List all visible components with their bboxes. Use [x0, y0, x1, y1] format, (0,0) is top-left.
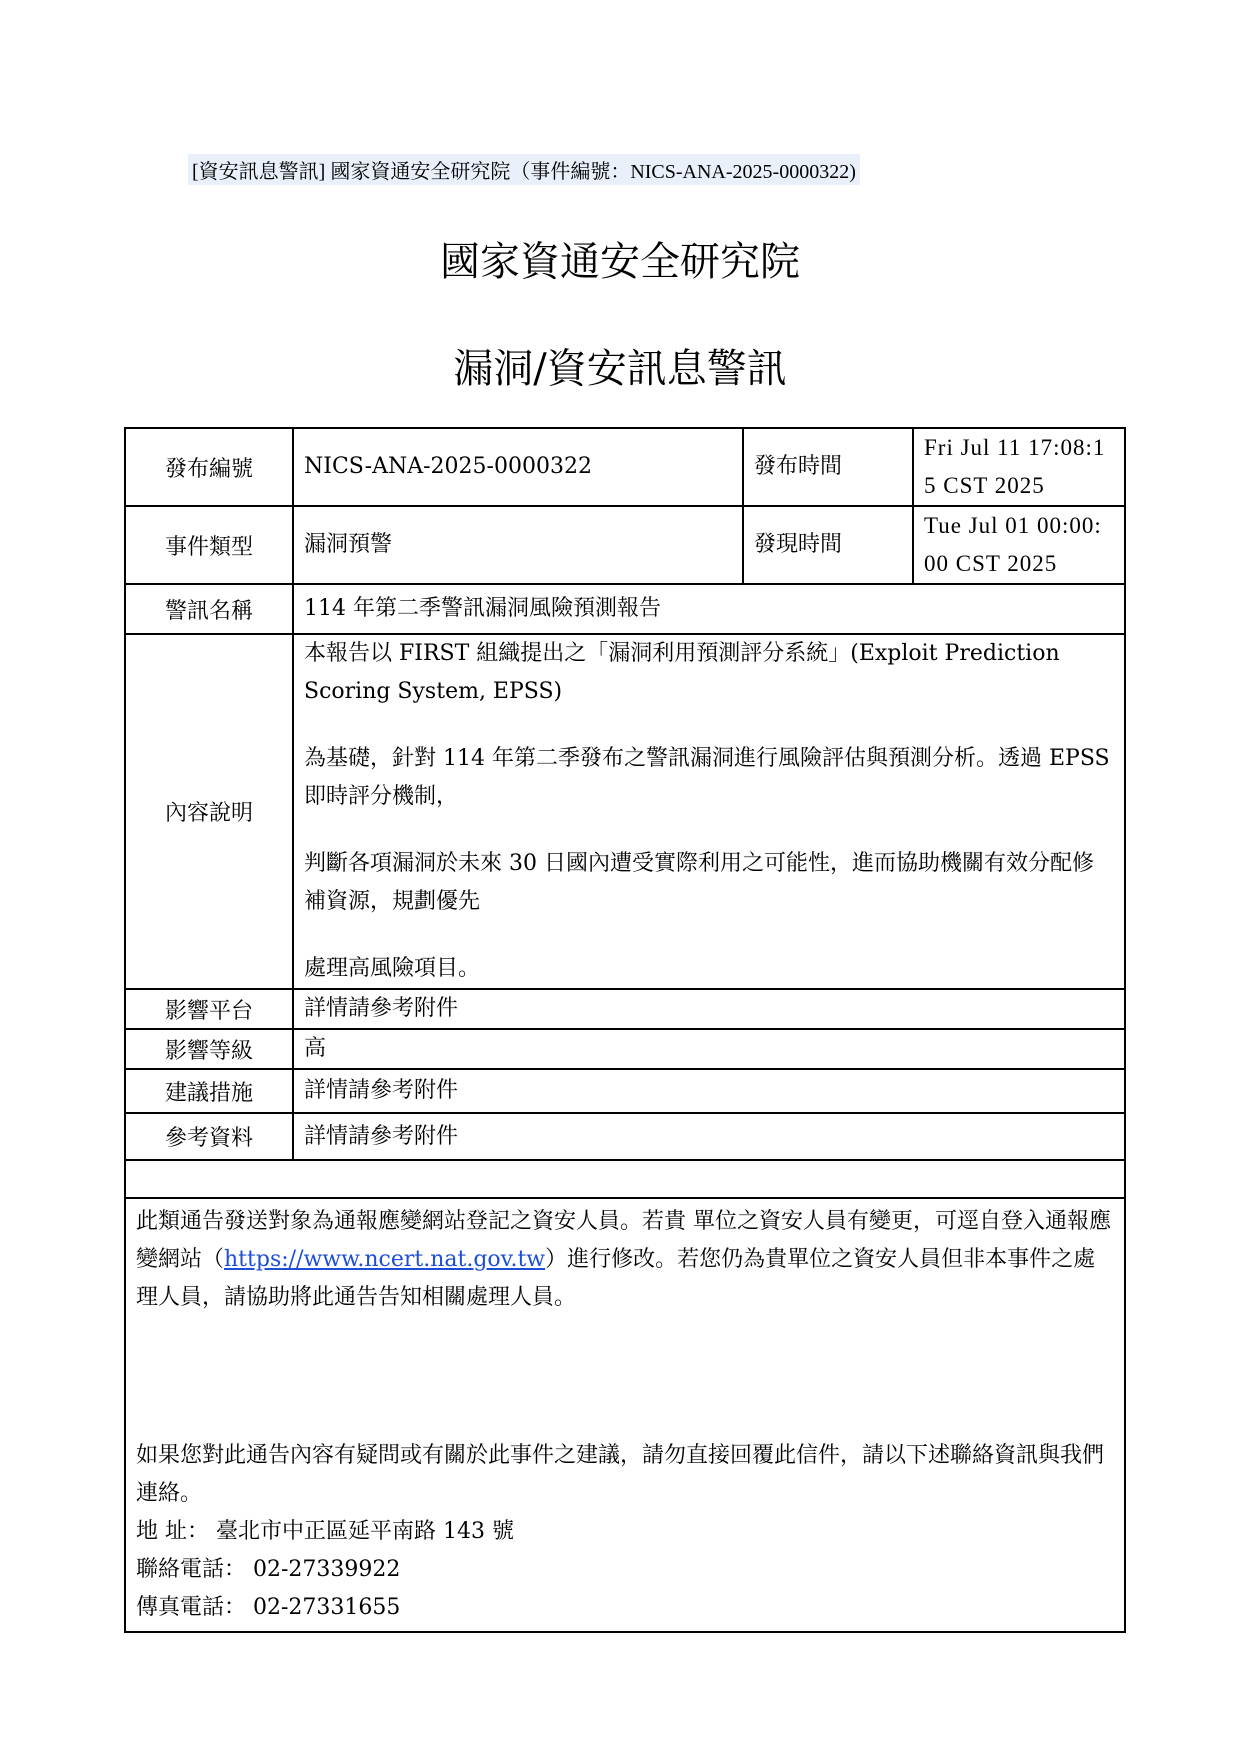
contact-fax: 傳真電話： 02-27331655 — [136, 1595, 401, 1620]
email-subject: [資安訊息警訊] 國家資通安全研究院（事件編號：NICS-ANA-2025-0000322) — [188, 154, 860, 185]
notice-spacer — [136, 1317, 1114, 1437]
row-content — [125, 634, 1125, 989]
organization-title: 國家資通安全研究院 — [440, 239, 800, 285]
row-level — [125, 1029, 1125, 1069]
notice-cell — [125, 1198, 1125, 1632]
contact-phone: 聯絡電話： 02-27339922 — [136, 1557, 401, 1582]
value-level: 高 — [293, 1029, 1125, 1069]
row-measures — [125, 1069, 1125, 1113]
contact-address: 地 址： 臺北市中正區延平南路 143 號 — [136, 1519, 514, 1544]
value-discover-time: Tue Jul 01 00:00:00 CST 2025 — [913, 506, 1125, 584]
content-paragraph-4: 處理高風險項目。 — [304, 956, 481, 981]
row-alert-name — [125, 584, 1125, 634]
value-event-type: 漏洞預警 — [293, 506, 743, 584]
value-measures: 詳情請參考附件 — [293, 1069, 1125, 1113]
notice-text-after-link: ）進行修改。若您仍為貴單位之資安人員但非本事件之處理人員，請協助將此通告告知相關處理人員。 — [136, 1247, 1096, 1310]
content-paragraph-1: 本報告以 FIRST 組織提出之「漏洞利用預測評分系統」(Exploit Prediction Scoring System, EPSS) — [304, 641, 1060, 704]
notice-text-before-link: 此類通告發送對象為通報應變網站登記之資安人員。若貴 單位之資安人員有變更，可逕自登入通報應變網站（ — [136, 1209, 1111, 1272]
content-paragraph-3: 判斷各項漏洞於未來 30 日國內遭受實際利用之可能性，進而協助機關有效分配修補資源，規劃優先 — [304, 851, 1094, 914]
value-publish-time: Fri Jul 11 17:08:15 CST 2025 — [913, 428, 1125, 506]
content-paragraph-2: 為基礎，針對 114 年第二季發布之警訊漏洞進行風險評估與預測分析。透過 EPSS 即時評分機制， — [304, 746, 1110, 809]
row-event-type — [125, 506, 1125, 584]
row-publish-id — [125, 428, 1125, 506]
notice-paragraph-2: 如果您對此通告內容有疑問或有關於此事件之建議，請勿直接回覆此信件，請以下述聯絡資訊與我們連絡。 — [136, 1443, 1105, 1506]
label-event-type: 事件類型 — [125, 506, 293, 584]
value-alert-name: 114 年第二季警訊漏洞風險預測報告 — [293, 584, 1125, 634]
alert-table — [124, 427, 1126, 1633]
value-references: 詳情請參考附件 — [293, 1113, 1125, 1160]
value-content — [293, 634, 1125, 989]
label-level: 影響等級 — [125, 1029, 293, 1069]
label-platform: 影響平台 — [125, 989, 293, 1029]
label-alert-name: 警訊名稱 — [125, 584, 293, 634]
row-empty — [125, 1160, 1125, 1198]
ncert-link[interactable]: https://www.ncert.nat.gov.tw — [224, 1247, 546, 1272]
value-platform: 詳情請參考附件 — [293, 989, 1125, 1029]
label-references: 參考資料 — [125, 1113, 293, 1160]
row-references — [125, 1113, 1125, 1160]
empty-cell — [125, 1160, 1125, 1198]
row-notice — [125, 1198, 1125, 1632]
value-publish-id: NICS-ANA-2025-0000322 — [293, 428, 743, 506]
notice-paragraph-1 — [136, 1203, 1114, 1317]
document-title: 漏洞/資安訊息警訊 — [453, 346, 787, 392]
label-measures: 建議措施 — [125, 1069, 293, 1113]
label-publish-id: 發布編號 — [125, 428, 293, 506]
row-platform — [125, 989, 1125, 1029]
label-discover-time: 發現時間 — [743, 506, 913, 584]
label-publish-time: 發布時間 — [743, 428, 913, 506]
label-content: 內容說明 — [125, 634, 293, 989]
